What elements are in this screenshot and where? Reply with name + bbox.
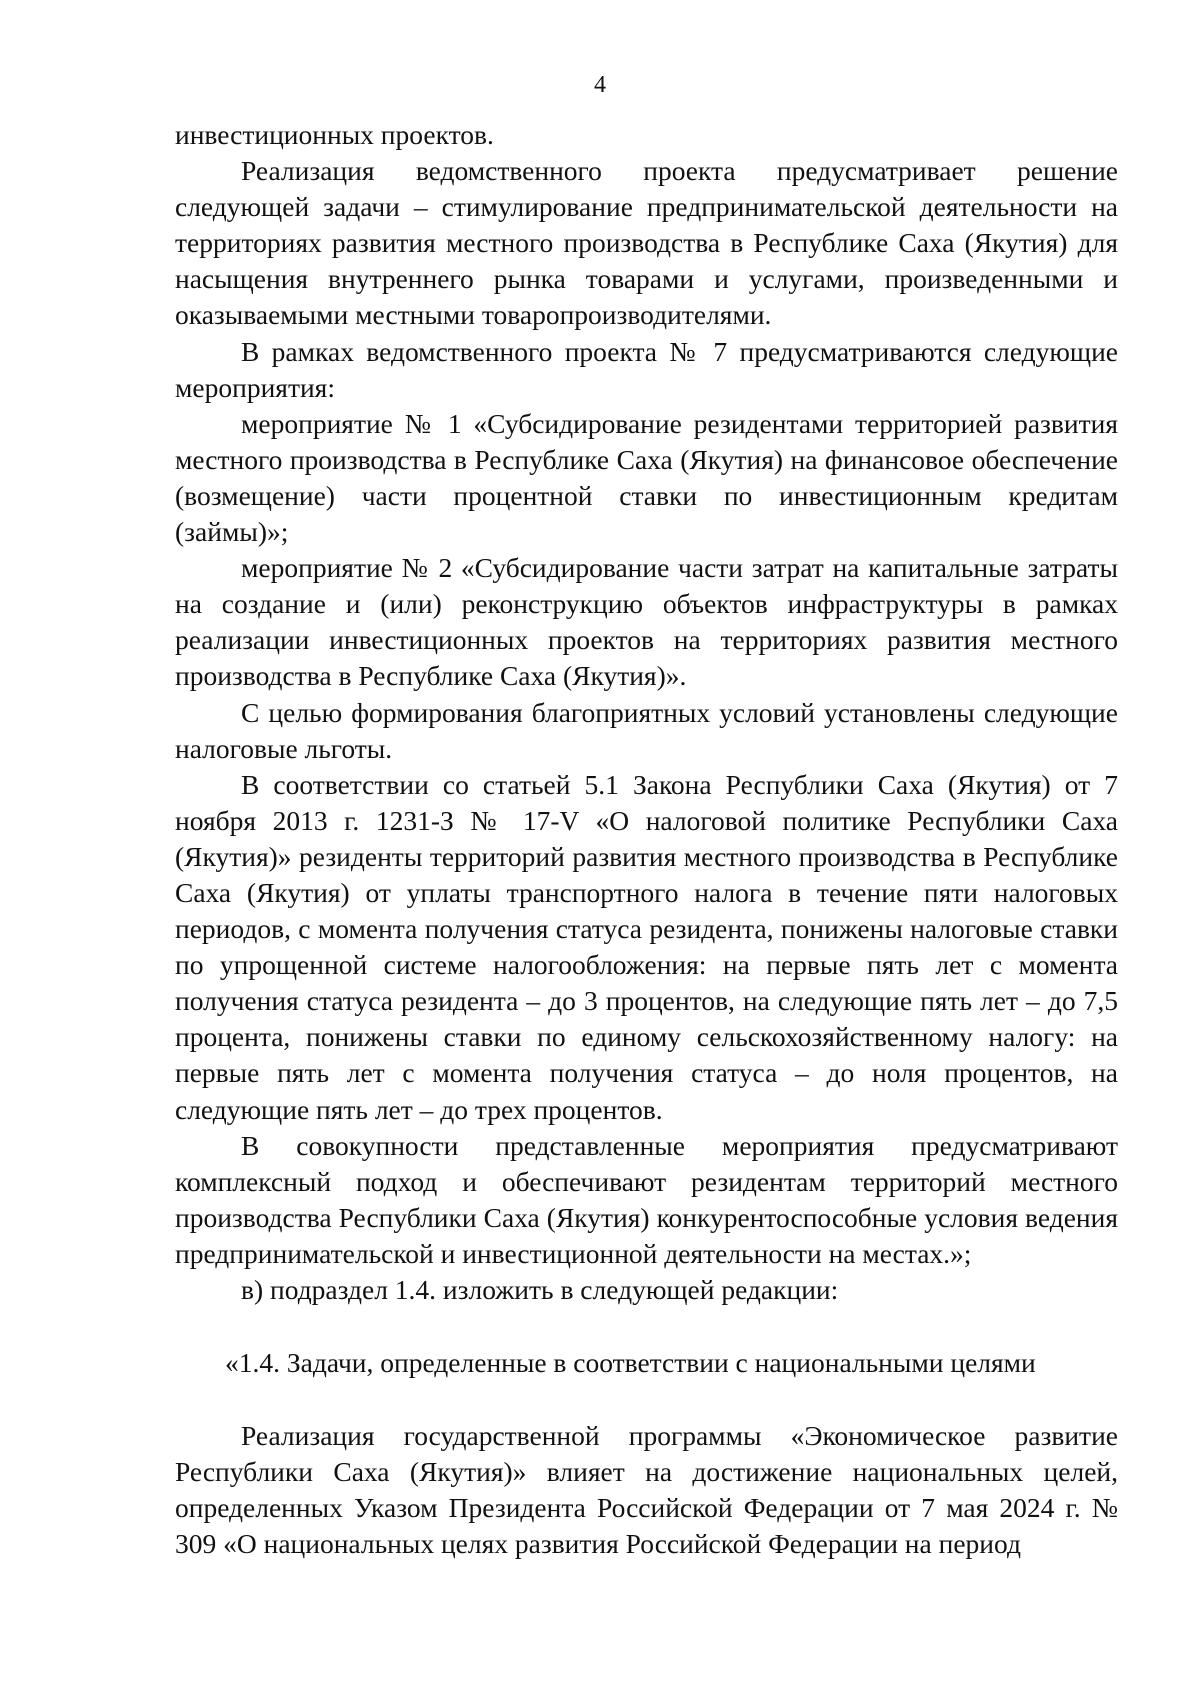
- paragraph-tax-benefits-intro: С целью формирования благоприятных условий установлены следующие налоговые льготы.: [175, 696, 1118, 764]
- paragraph-national-goals: Реализация государственной программы «Экономическое развитие Республики Саха (Якутия)» влияет на достижение национальных целей, определенных Указом Президента Российской Федерации от 7 мая 2024 г. № 309 «О национальных целях развития Российской Федерации на период: [175, 1420, 1118, 1560]
- paragraph-measure-1: мероприятие № 1 «Субсидирование резидентами территорией развития местного производства в Республике Саха (Якутия) на финансовое обеспечение (возмещение) части процентной ставки по инвестиционным кредитам (займы)»;: [175, 407, 1118, 548]
- paragraph-summary: В совокупности представленные мероприятия предусматривают комплексный подход и обеспечивают резидентам территорий местного производства Республики Саха (Якутия) конкурентоспособные условия ведения предпринимательской и инвестиционной деятельности на местах.»;: [175, 1129, 1118, 1269]
- paragraph-measures-intro: В рамках ведомственного проекта № 7 предусматриваются следующие мероприятия:: [175, 335, 1118, 403]
- page-number: 4: [594, 72, 606, 98]
- paragraph-tax-law: В соответствии со статьей 5.1 Закона Республики Саха (Якутия) от 7 ноября 2013 г. 1231-З № 17-V «О налоговой политике Республики Саха (Якутия)» резиденты территорий развития местного производства в Республике Саха (Якутия) от уплаты транспортного налога в течение пяти налоговых периодов, с момента получения статуса резидента, понижены налоговые ставки по упрощенной системе налогообложения: на первые пять лет с момента получения статуса резидента – до 3 процентов, на следующие пять лет – до 7,5 процента, понижены ставки по единому сельскохозяйственному налогу: на первые пять лет с момента получения статуса – до ноля процентов, на следующие пять лет – до трех процентов.: [175, 768, 1118, 1125]
- paragraph-project-task: Реализация ведомственного проекта предусматривает решение следующей задачи – стимулирование предпринимательской деятельности на территориях развития местного производства в Республике Саха (Якутия) для насыщения внутреннего рынка товарами и услугами, произведенными и оказываемыми местными товаропроизводителями.: [175, 155, 1118, 331]
- paragraph-amendment: в) подраздел 1.4. изложить в следующей редакции:: [241, 1274, 839, 1305]
- document-body: [175, 117, 1118, 1563]
- paragraph-continuation: инвестиционных проектов.: [175, 119, 494, 150]
- paragraph-measure-2: мероприятие № 2 «Субсидирование части затрат на капитальные затраты на создание и (или) реконструкцию объектов инфраструктуры в рамках реализации инвестиционных проектов на территориях развития местного производства в Республике Саха (Якутия)».: [175, 552, 1118, 692]
- section-heading: «1.4. Задачи, определенные в соответствии с национальными целями: [225, 1347, 1036, 1379]
